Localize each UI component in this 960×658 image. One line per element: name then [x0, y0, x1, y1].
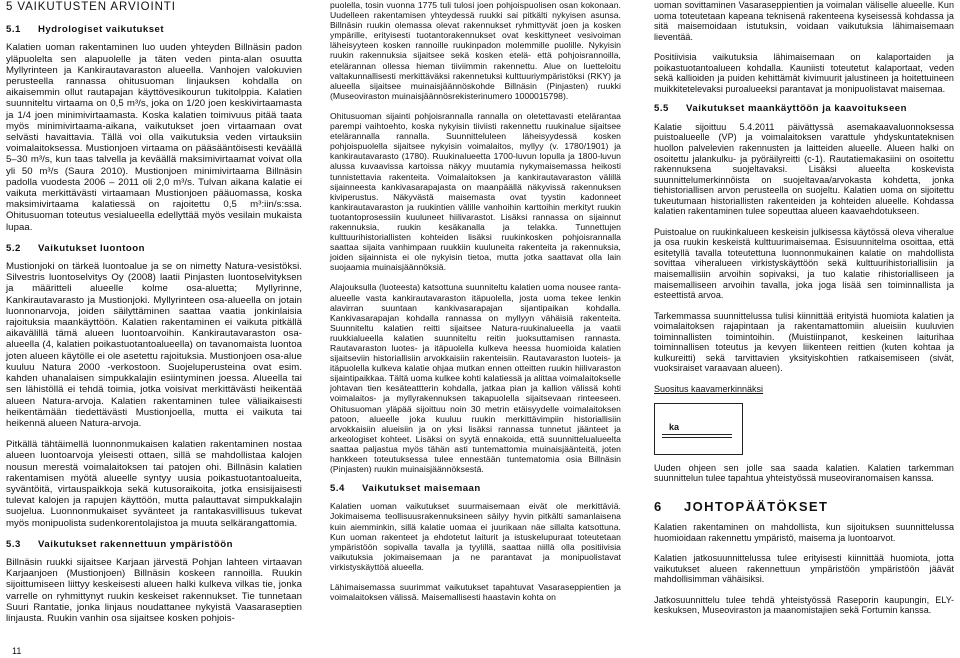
- page-number: 11: [12, 646, 22, 656]
- zoning-symbol-figure: [654, 403, 743, 455]
- paragraph: Uuden ohjeen sen jolle saa saada kalatien. Kalatien tarkemman suunnittelun tulee tapahtua yhteistyössä museoviranomaisen kanssa.: [654, 462, 954, 484]
- section-5-1-heading: [6, 24, 302, 35]
- section-5-5-heading: [654, 104, 954, 115]
- section-title: Vaikutukset maankäyttöön ja kaavoitukseen: [686, 103, 907, 115]
- column-right: [654, 0, 954, 626]
- section-number: 5.3: [6, 538, 21, 550]
- section-title: Vaikutukset rakennettuun ympäristöön: [38, 538, 233, 550]
- section-number: 5.4: [330, 483, 345, 495]
- paragraph: Kalatien uoman rakentaminen luo uuden yhteyden Billnäsin padon yläpuolelta sen alapuolelle ja täten veden pinta-alan osuutta Myllyrinteen ja Kankirautavaraston alueella. Vanhojen valokuvien perusteella rannassa ohitusuoman linjauksen kohdalla on aikaisemmin ollut rautapajan käyttövesikourun tukitolppia. Kalatien suunniteltu virtaama on 0,5 m³/s, joka on 1/20 joen keskivirtaamasta ja 1/4 joen minimivirtaamasta. Koska kalatien toimivuus pitää taata myös minimivirtaama-aikana, vaikutukset joen virtaamaan ovat selvästi havaittavia. Tällä voi olla vaikutuksia veden virtauksiin voimalaitoksessa. Mustionjoen virtaama on pääsääntöisesti keväällä 5–30 m³/s, kun taas talvella ja keväällä maksimivirtaamat voivat olla yli 50 m³/s (Saura 2010). Mustionjoen minimivirtaama Billnäsin padolla vuodesta 2006 – 2011 oli 2,0 m³/s. Tulvan aikana kalatie ei vaikuta merkittävästi virtaamaan Mustionjoen pääuomassa, koska maksimivirtaama kalatiessä on rajoitettu 0,5 m³:iin/s:ssa. Ohitusuoman toteutus vesialueella edellyttää myös vesilain mukaista lupaa.: [6, 42, 302, 233]
- column-middle: [330, 0, 621, 612]
- section-number: 5.5: [654, 103, 669, 115]
- section-number: 5.1: [6, 24, 21, 36]
- paragraph: Kalatie sijoittuu 5.4.2011 päivättyssä asemakaavaluonnoksessa puistoalueelle (VP) ja voimalaitoksen varattule yhdyskuntateknisen huollon palvelevien rakennusten ja laitteiden alueelle. Alueen halki on osoitettu jalankulku- ja pyöräilyreitti (c-1). Rautatiemakasiini on osoitettu rakennuksena suojeltavaksi. Lisäksi alueelta koskevista suunnittelumerkinnöista on suojeltavaa/arvokasta kohdetta, jonka tiehistoriallisen arvon perusteella on suojeltu. Kalatien uoma on sijoitettu tukeutumaan historiallisten rakenteiden ja kohteiden alueelle. Kohdassa kalatien rakentaminen tulee sopeuttaa alueen kaavaehdotukseen.: [654, 121, 954, 217]
- paragraph: Kalatien rakentaminen on mahdollista, kun sijoituksen suunnittelussa huomioidaan rakennettu ympäristö, maisema ja luontoarvot.: [654, 522, 954, 543]
- zoning-symbol-label: ka: [669, 421, 680, 432]
- chapter-number: 6: [654, 498, 663, 514]
- paragraph: Jatkosuunnittelu tulee tehdä yhteistyössä Raseporin kaupungin, ELY-keskuksen, Museoviraston ja maanomistajien sekä Fortumin kanssa.: [654, 594, 954, 616]
- chapter-title: JOHTOPÄÄTÖKSET: [684, 498, 829, 514]
- paragraph: Billnäsin ruukki sijaitsee Karjaan järvestä Pohjan lahteen virtaavan Karjaanjoen (Mustionjoen) Billnäsin koskeen rannoilla. Ruukin sijoittumiseen liittyy keskeisesti alueen halki kulkeva vilkas tie, jonka varrelle on ryhmittynyt ruukin keskeiset rakennukset. Tie tunnetaan Suuri Rantatie, jonka linjaus noudattanee nykyistä Vaasaraseptien linjausta. Ruukin vanhin osa sijaitsee kosken pohjois-: [6, 556, 302, 624]
- paragraph: Tarkemmassa suunnittelussa tulisi kiinnittää erityistä huomiota kalatien ja voimalaitoksen rajapintaan ja rakentamattomiin alueisiin kuuluvien toiminnallisten toimintoihin. (Muistiinpanot, keskeinen laiturihaa toiminnallisen toteutus ja kevyen liikenteen reittien (kuten kohtaa ja kulkureitti) sekä tarvittavien yksityiskohtien ratkaisemiseen (sivät, vuoksiraiset varaavaan alueen).: [654, 310, 954, 374]
- paragraph: Mustionjoki on tärkeä luontoalue ja se on nimetty Natura-vesistöksi. Silvestris luontoselvitys Oy (2008) laatii Pinjasten luontoselvityksen ja määritteli alueelle kolme osa-aluetta; Myllyrinne, Kankirautavarasto ja Mustionjoki. Myllyrinteen osa-alueella on jotain luonnonarvoja, joiden säilyttäminen saattaa vaatia jonkinlaisia rajoituksia maankäyttöön. Kalatien rakentaminen ei vaikuta pitkällä aikavälillä tämä alueen luontoarvoihin. Kankirautavaraston osa-alueella (4, kalatien poikastuotantoalueella) on tavanomaista luontoa joten alueen käytölle ei ole asetettu rajoituksia. Mustionjoen osa-alue kuuluu Natura 2000 -verkostoon. Suojeluperusteina ovat esim. kahden uhanalaisen simpukkalajin esiintyminen joessa. Alueella tai sen lähistöllä ei tehdä toimia, jotka voisivat merkittävästi heikentää alueen Natura-arvoja. Kalatien rakentaminen tulee väliaikaisesti heikentämään tiedettävästi Mustionjoella, mutta ei vaikuta tai heikennä alueen Natura-arvoja.: [6, 261, 302, 429]
- chapter-title: 5 VAIKUTUSTEN ARVIOINTI: [6, 1, 176, 13]
- section-5-3-heading: [6, 539, 302, 550]
- section-title: Hydrologiset vaikutukset: [38, 24, 165, 36]
- section-5-2-heading: [6, 243, 302, 254]
- zoning-boundary-line: [662, 434, 732, 435]
- section-5-4-heading: [330, 484, 621, 494]
- paragraph: Kalatien uoman vaikutukset suurmaisemaan eivät ole merkittäviä. Jokimaisema teollisuusrakennuksineen säilyy hyvin pitkälti samanlaisena kuin aiemminkin, sillä kalatie uomaa ei juurikaan näe sillalta katsottuna. Kun uoman rakenteet ja ehdotetut laiturit ja istuskelupuraat toteutetaan ympäristöön sopivalla tavalla ja tyylillä, saattaa niillä olla positiivisia vaikutuksia jokimaisemaan ja ne parantavat ja monipuolistavat virkistyskäyttöä alueella.: [330, 501, 621, 572]
- paragraph: uoman sovittaminen Vasaraseppientien ja voimalan väliselle alueelle. Kun uoma toteutetaan kapeana teknisenä rakenteena kyseisessä kohdassa ja sitä maisemoidaan istutuksin, voidaan vaikutuksia lähimaisemaan lieventää.: [654, 0, 954, 42]
- paragraph: Lähimaisemassa suurimmat vaikutukset tapahtuvat Vasaraseppientien ja voimalaitoksen välissä. Maisemallisesti haastavin kohta on: [330, 581, 621, 603]
- zoning-recommendation-heading: Suositus kaavamerkinnäksi: [654, 383, 764, 394]
- section-title: Vaikutukset luontoon: [38, 242, 146, 254]
- paragraph: Puistoalue on ruukinkalueen keskeisin julkisessa käytössä oleva viheralue ja osa ruukin keskeistä kulttuurimaisemaa. Esisuunnitelma osoittaa, että esitetyllä tavalla toteutettuna luonnonmukainen kalatie on mahdollista sovittaa viheralueen virkistyskäyttöön sekä kulttuurihistoriallisiin ja maisemallisiin arvoihin sopivaksi, ja tuo kalatie rihistorialliseen ja maisemalliseen arvoihin tavalla, joka joga lisää sen toiminnallista ja esteettistä arvoa.: [654, 226, 954, 301]
- section-title: Vaikutukset maisemaan: [362, 483, 481, 495]
- paragraph: Ohitusuoman sijainti pohjoisrannalla rannalla on oletettavasti etelärantaa parempi vaihtoehto, koska nykyisin tiiviisti rakennettu ruukinalue sijaitsee etelärannalla rannalla. Suunnitteluleen läheisyydessä kosken pohjoispuolella sijaitsee nykyisin voimalaitos, myllyy (v. 1780/1901) ja kankirautavarasto (1780). Ruukinalueetta 1700-luvun lopulla ja 1800-luvun alussa kuvaavissa kartoissa näkyy muutamia nykymaisemassa heikosti tunnistettavia rakenteita. Voimalaitoksen ja kankirautavaraston välillä sijainneesta kankivasarapajasta on maanpäällä näkyvissä rakennuksen kiviperustus. Näkyvästä maisemasta ovat tyystin kadonneet kankirautavaraston ja ruukintien välille vanhoihin karttoihin merkityt ruukin tuotantoprosessiin kuuluneet hiilivarastot. Lisäksi rannassa on sijainnut rakennuksia, ruukin kesäkanalla ja telakka. Tunnettujen kulttuurihistoriallisten kohteiden lisäksi ruukinkosken pohjoisrannalla saattaa sijaita vanhimpaan ruukkiin kuuluneita rakenteita ja rakennuksia, joiden sijainnista ei ole nykyisin tietoa, mutta jotka saattavat olla lain suojaamia muinaisjäännöksiä.: [330, 110, 621, 273]
- paragraph: Kalatien jatkosuunnittelussa tulee erityisesti kiinnittää huomiota, jotta vaikutukset alueen rakennettuun ympäristöön ympäristöön jäävät mahdollisimman vähäisiksi.: [654, 553, 954, 585]
- paragraph: Alajouksulla (luoteesta) katsottuna suunniteltu kalatien uoma nousee ranta-alueelle vasta kankirautavaraston itäpuolella, josta uoma tekee lenkin alavirran suuntaan kankivasarapajan sijantipaikan kohdalla. Kankivasarapajan kohdalla rannassa on myllyyn vähäisiä rakenteita. Suunniteltu kalatien reitti sijaitsee Natura-ruukinalueella ja vaatii ruukkialueella kalatien suunniteltu reitin juoksuttamisen rannasta. Rautavaraston luotes- ja itäpuolella kulkeva heessa huomioida kalatien sijaitseviin historiallisiin arvokkaisiin rakenteisiin. Rautavaraston luoteis- ja itäpuolella kulkeva kalatie ohjaa mutkan ennen otteitten ruukin hiilivaraston sijaintipaikkaa. Tältä uoma kulkee kohti kalatiessä ja alittaa voimalaitokselle johtavan tien kesäteattterin kohdalla, jatkaa pian ja kallion välissä kohti voimalaitos- ja myllyrakennuksen takapuolella sijaitsevaan rinteeseen. Ohitusuoman yläpää sijoittuu noin 30 metrin etäisyydelle voimalaitoksen patoon, alueelle joka kuuluu ruukin merkittävimpiin historiallisiin arvokkaisiin alueisiin ja on yksi lisäksi rannassa tunnetut jäänteet ja arkeologiset kohteet. Lisäksi on syytä ennakoida, että suunnittelualueelta saattaa paljastua myös tähän asti tuntemattomia muinaisjäänteitä, joten hankkeen toteutuksessa tulee ennestään tuntematomia osia Billnäsin (Pinjasten) ruukin muinaisjäännöksestä.: [330, 282, 621, 475]
- column-left: [6, 0, 302, 634]
- paragraph: Positiivisia vaikutuksia lähimaisemaan on kalaportaiden ja poikastuotantoalueen kohdalla. Kauniisti toteutetut kalaportaat, veden sekä kallioiden ja puiden kehittämät kivimuurit jalustineen ja hoitettuineen muikkitetelevaksi puroalueeksi parantavat ja monipuolistavat maisemaa.: [654, 52, 954, 94]
- paragraph: puolella, tosin vuonna 1775 tuli tulosi joen pohjoispuolisen osan kokonaan. Uudelleen rakentamisen yhteydessä ruukki sai pitkälti nykyisen asunsa. Billnäsin ruukin olemassa olevat rakennukset ryhmittyvät joen ja kosken ympärille, erityisesti tuotantorakennukset ovat keskittyneet vesivoiman läheisyyteen kosken rannoille ruukinpadon molemmille puolille. Nykyisin ruukin rakennuksia sijaitsee sekä kosken etelä- että pohjoisrannoilla, etelärannan ollessa hieman tiiviimmin rakennettu. Alue on luetteloitu valtakunnallisesti merkittäväksi rakennetuksi kulttuuriympäristöksi (RKY) ja alueella sijaitsee muinaisjäännöskohde Billnäsin (Pinjasten) ruukki (Museoviraston muinaisjäännösrekisterinumero 1000015798).: [330, 0, 621, 101]
- chapter-6-heading: [654, 498, 954, 514]
- section-number: 5.2: [6, 242, 21, 254]
- paragraph: Pitkällä tähtäimellä luonnonmukaisen kalatien rakentaminen nostaa alueen luontoarvoja yleisesti ottaen, sillä se mahdollistaa kalojen nousun merestä voimalaitoksen tai patojen ohi. Billnäsin kalatien rakentamisen myötä alueelle syntyy uusia poikastuotantoalueita, syväntöitä, virtauspaikkoja sekä kutusoraikoita, jotka ensisijaisesti tulevat kalojen ja rapujen käyttöön, mutta palauttavat simpukkalajin suojelua. Luonnonmukaiset syvänteet ja rantakasvillisuus tukevat myös monipuolista sudenkorentolajistoa ja muuta selkärangattomia.: [6, 439, 302, 529]
- zoning-boundary-line: [662, 437, 732, 438]
